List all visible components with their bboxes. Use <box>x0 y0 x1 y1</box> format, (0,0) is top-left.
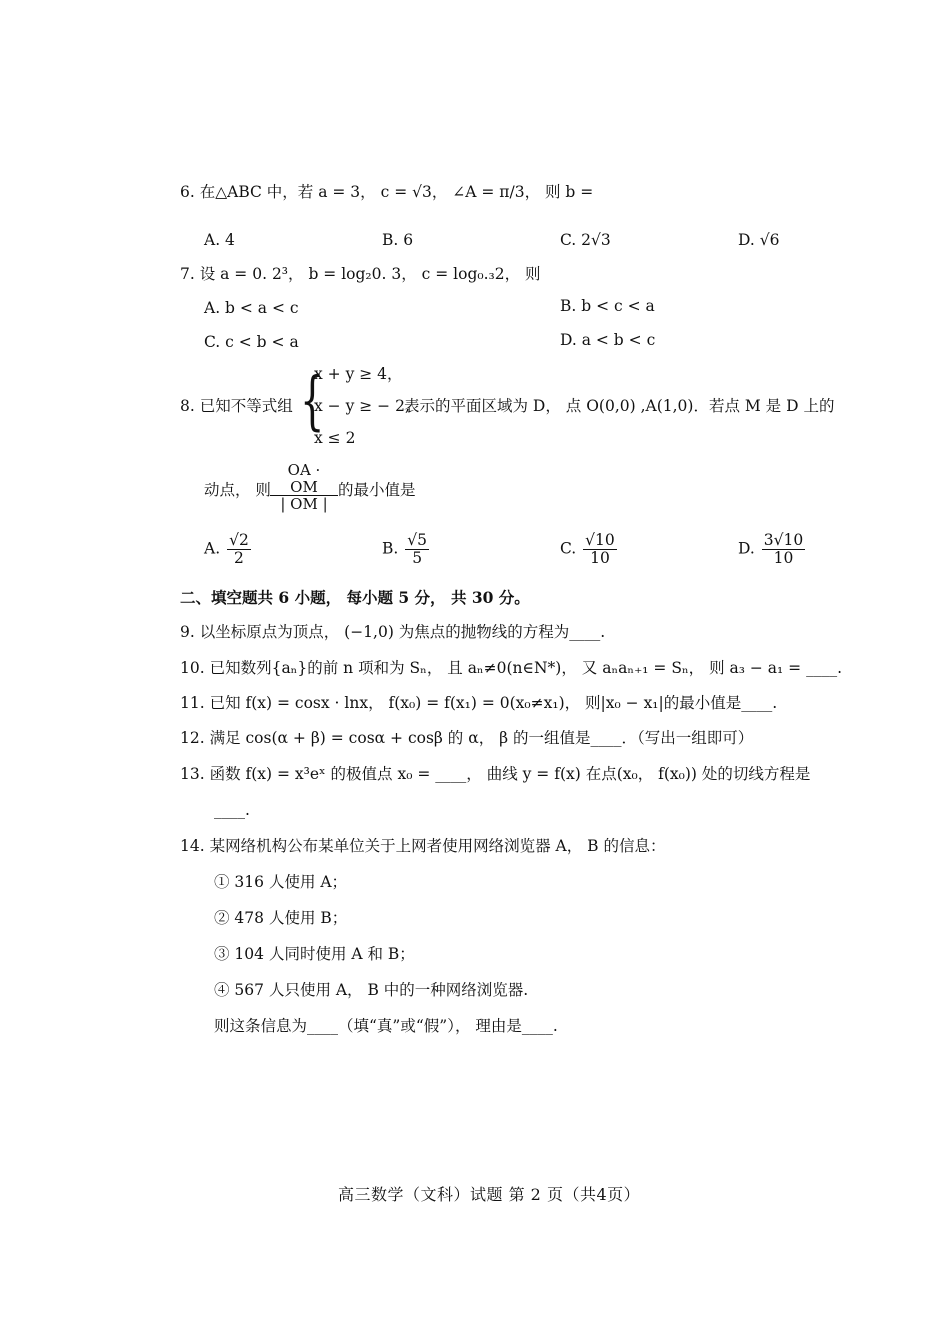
q6-option-d: D. √6 <box>738 231 780 249</box>
system-row-1: x + y ≥ 4， <box>314 365 403 383</box>
page-footer: 高三数学（文科）试题 第 2 页（共4页） <box>338 1185 641 1204</box>
q6-option-b: B. 6 <box>382 231 414 249</box>
q8-option-a: A. $\frac{√2}{2}$ <box>204 531 249 568</box>
q6-option-a: A. 4 <box>204 231 235 249</box>
question-8-suffix: 表示的平面区域为 D， 点 O(0,0) ,A(1,0)．若点 M 是 D 上的 <box>404 397 835 415</box>
system-row-3: x ≤ 2 <box>314 429 356 447</box>
q6-option-c: C. 2√3 <box>560 231 611 249</box>
system-row-2: x − y ≥ − 2, <box>314 397 410 415</box>
question-12: 12. 满足 cos(α + β) = cosα + cosβ 的 α， β 的一组值是____．（写出一组即可） <box>180 729 754 747</box>
question-6: 6. 在△ABC 中，若 a = 3， c = √3， ∠A = π/3， 则 b = <box>180 183 594 201</box>
question-11: 11. 已知 f(x) = cosx · lnx， f(x₀) = f(x₁) = 0(x₀≠x₁)， 则|x₀ − x₁|的最小值是____. <box>180 694 778 712</box>
q8-option-d: D. $\frac{3√10}{10}$ <box>738 531 804 568</box>
question-8-prefix: 8. 已知不等式组 <box>180 397 293 415</box>
q8-option-b: B. $\frac{√5}{5}$ <box>382 531 428 568</box>
question-8-line2-suffix: 的最小值是 <box>338 481 416 499</box>
vector-fraction <box>268 462 340 513</box>
q14-conclusion: 则这条信息为____（填“真”或“假”）， 理由是____. <box>214 1017 558 1035</box>
question-8-line2-prefix: 动点， 则 <box>204 481 271 499</box>
q8-option-c: C. $\frac{√10}{10}$ <box>560 531 615 568</box>
fraction-denominator: | OM | <box>280 495 328 513</box>
system-brace: { <box>300 364 325 438</box>
question-13-line2: ____. <box>214 801 250 819</box>
q14-item-2: ② 478 人使用 B； <box>214 909 348 927</box>
question-14: 14. 某网络机构公布某单位关于上网者使用网络浏览器 A， B 的信息： <box>180 837 666 855</box>
q7-option-a: A. b < a < c <box>204 299 299 317</box>
question-7: 7. 设 a = 0. 2³， b = log₂0. 3， c = log₀.₃2， 则 <box>180 265 541 283</box>
section-2-heading: 二、填空题共 6 小题， 每小题 5 分， 共 30 分。 <box>180 588 530 607</box>
q7-option-b: B. b < c < a <box>560 297 655 315</box>
q14-item-3: ③ 104 人同时使用 A 和 B； <box>214 945 415 963</box>
fraction-numerator: OA · OM <box>270 462 338 496</box>
q7-option-d: D. a < b < c <box>560 331 656 349</box>
question-9: 9. 以坐标原点为顶点， (−1,0) 为焦点的抛物线的方程为____. <box>180 623 606 641</box>
q14-item-1: ① 316 人使用 A； <box>214 873 348 891</box>
q7-option-c: C. c < b < a <box>204 333 299 351</box>
question-13-line1: 13. 函数 f(x) = x³eˣ 的极值点 x₀ = ____， 曲线 y = f(x) 在点(x₀， f(x₀)) 处的切线方程是 <box>180 765 811 783</box>
question-10: 10. 已知数列{aₙ}的前 n 项和为 Sₙ， 且 aₙ≠0(n∈N*)， 又 aₙaₙ₊₁ = Sₙ， 则 a₃ − a₁ = ____. <box>180 659 843 677</box>
q14-item-4: ④ 567 人只使用 A， B 中的一种网络浏览器. <box>214 981 529 999</box>
